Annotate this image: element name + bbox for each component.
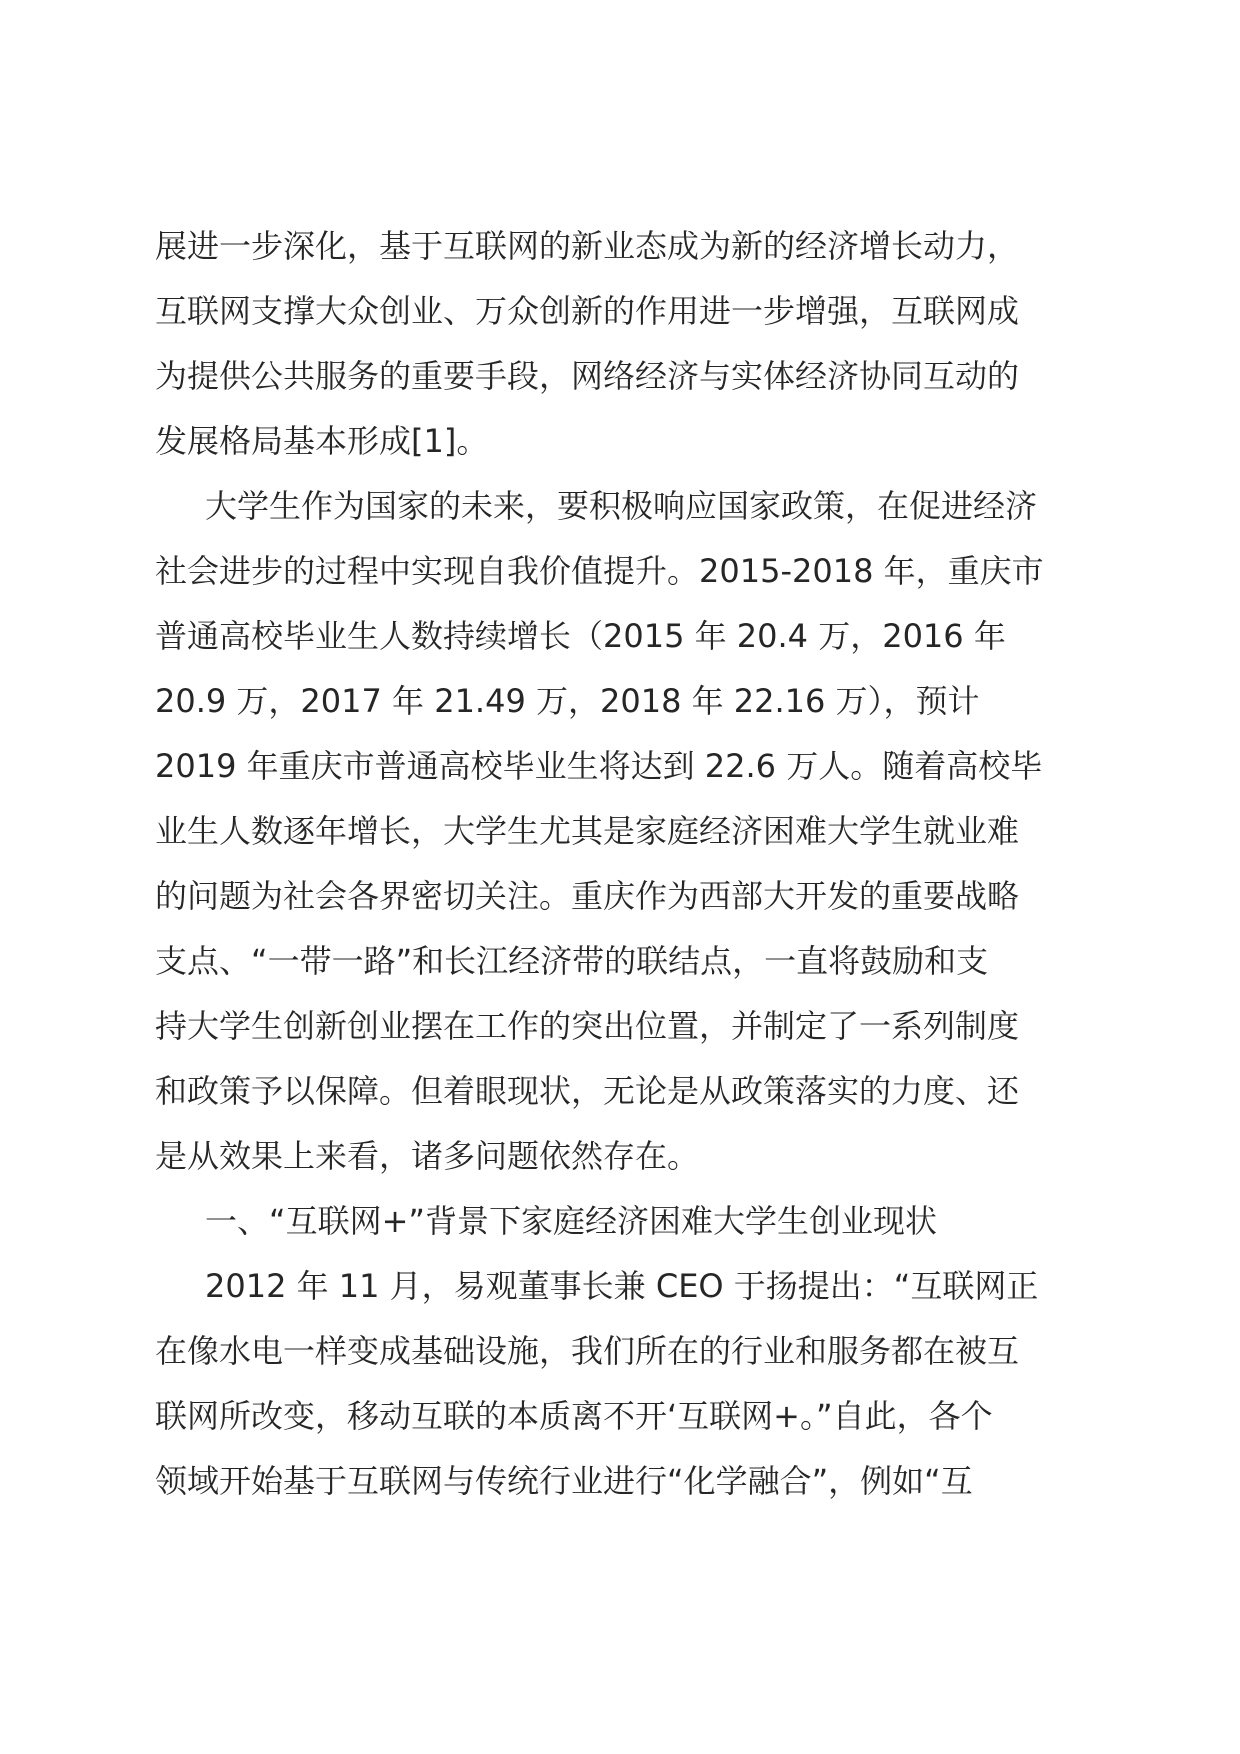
text-line: 支点、“一带一路”和长江经济带的联结点，一直将鼓励和支: [155, 942, 989, 980]
text-line: 业生人数逐年增长，大学生尤其是家庭经济困难大学生就业难: [155, 812, 1020, 850]
body-text: [155, 214, 1095, 1514]
text-line: 持大学生创新创业摆在工作的突出位置，并制定了一系列制度: [155, 1007, 1020, 1045]
text-line: 是从效果上来看，诸多问题依然存在。: [155, 1137, 700, 1175]
text-line: 2012 年 11 月，易观董事长兼 CEO 于扬提出：“互联网正: [205, 1267, 1039, 1305]
text-line: 展进一步深化，基于互联网的新业态成为新的经济增长动力，: [155, 227, 1020, 265]
text-line: 为提供公共服务的重要手段，网络经济与实体经济协同互动的: [155, 357, 1020, 395]
text-line: 在像水电一样变成基础设施，我们所在的行业和服务都在被互: [155, 1332, 1020, 1370]
section-heading: [155, 1189, 1095, 1254]
paragraph-1: [155, 214, 1095, 474]
text-line: 联网所改变，移动互联的本质离不开‘互联网+。”自此，各个: [155, 1397, 993, 1435]
text-line: 发展格局基本形成[1]。: [155, 422, 489, 460]
text-line: 社会进步的过程中实现自我价值提升。2015-2018 年，重庆市: [155, 552, 1044, 590]
text-line: 普通高校毕业生人数持续增长（2015 年 20.4 万，2016 年: [155, 617, 1006, 655]
text-line: 20.9 万，2017 年 21.49 万，2018 年 22.16 万），预计: [155, 682, 980, 720]
text-line: 领域开始基于互联网与传统行业进行“化学融合”，例如“互: [155, 1462, 973, 1500]
heading-line: 一、“互联网+”背景下家庭经济困难大学生创业现状: [205, 1202, 937, 1240]
text-line: 互联网支撑大众创业、万众创新的作用进一步增强，互联网成: [155, 292, 1020, 330]
text-line: 大学生作为国家的未来，要积极响应国家政策，在促进经济: [205, 487, 1038, 525]
text-line: 和政策予以保障。但着眼现状，无论是从政策落实的力度、还: [155, 1072, 1020, 1110]
paragraph-3: [155, 1254, 1095, 1514]
text-line: 的问题为社会各界密切关注。重庆作为西部大开发的重要战略: [155, 877, 1020, 915]
paragraph-2: [155, 474, 1095, 1189]
text-line: 2019 年重庆市普通高校毕业生将达到 22.6 万人。随着高校毕: [155, 747, 1043, 785]
